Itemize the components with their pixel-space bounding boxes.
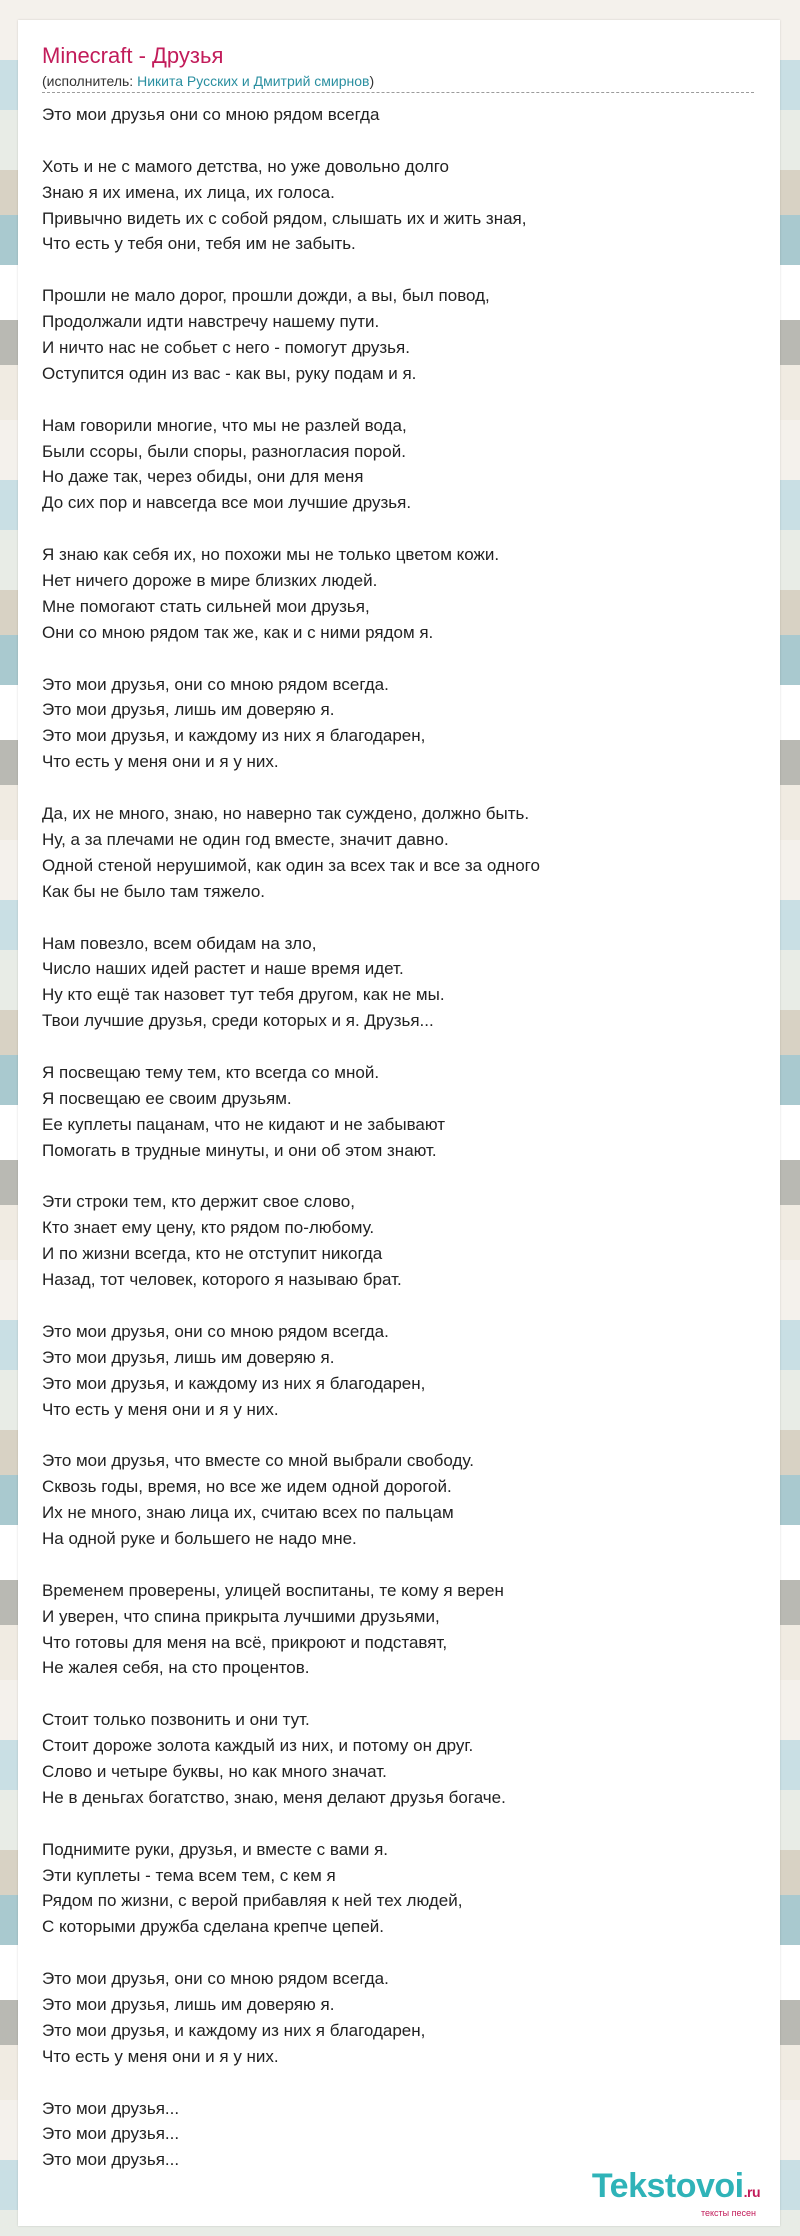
lyric-line: До сих пор и навсегда все мои лучшие друзья.: [42, 493, 412, 513]
lyrics-stanza: [42, 542, 754, 646]
lyric-line: Что есть у меня они и я у них.: [42, 2046, 279, 2066]
lyric-line: Это мои друзья, и каждому из них я благодарен,: [42, 2020, 426, 2040]
lyric-line: Это мои друзья, и каждому из них я благодарен,: [42, 1373, 426, 1393]
lyric-line: Были ссоры, были споры, разногласия порой.: [42, 441, 406, 461]
lyric-line: Это мои друзья...: [42, 2098, 180, 2118]
lyric-line: Хоть и не с мамого детства, но уже довольно долго: [42, 156, 449, 176]
lyric-line: Твои лучшие друзья, среди которых и я. Друзья...: [42, 1011, 434, 1031]
lyric-line: Это мои друзья, лишь им доверяю я.: [42, 1995, 335, 2015]
lyric-line: Ее куплеты пацанам, что не кидают и не забывают: [42, 1114, 446, 1134]
stanza-gap: [42, 646, 754, 672]
lyric-line: Это мои друзья, они со мною рядом всегда.: [42, 1969, 389, 1989]
stanza-gap: [42, 1034, 754, 1060]
stanza-gap: [42, 1164, 754, 1190]
lyric-line: Продолжали идти навстречу нашему пути.: [42, 312, 380, 332]
lyric-line: И ничто нас не собьет с него - помогут друзья.: [42, 338, 410, 358]
lyrics-stanza: [42, 154, 754, 258]
stanza-gap: [42, 775, 754, 801]
lyric-line: Кто знает ему цену, кто рядом по-любому.: [42, 1218, 375, 1238]
lyric-line: Что есть у меня они и я у них.: [42, 752, 279, 772]
lyric-line: Мне помогают стать сильней мои друзья,: [42, 596, 370, 616]
lyrics-stanza: [42, 413, 754, 517]
lyric-line: Это мои друзья, они со мною рядом всегда.: [42, 674, 389, 694]
stanza-gap: [42, 1552, 754, 1578]
lyrics-stanza: [42, 931, 754, 1035]
lyrics-stanza: [42, 801, 754, 905]
lyric-line: Знаю я их имена, их лица, их голоса.: [42, 182, 335, 202]
stanza-gap: [42, 1811, 754, 1837]
lyric-line: Я посвещаю тему тем, кто всегда со мной.: [42, 1062, 380, 1082]
lyric-line: Сквозь годы, время, но все же идем одной дорогой.: [42, 1477, 452, 1497]
lyric-line: Временем проверены, улицей воспитаны, те кому я верен: [42, 1580, 504, 1600]
lyric-line: Что есть у тебя они, тебя им не забыть.: [42, 234, 356, 254]
lyric-line: Это мои друзья, что вместе со мной выбрали свободу.: [42, 1451, 474, 1471]
lyric-line: Стоит только позвонить и они тут.: [42, 1710, 310, 1730]
lyric-line: Слово и четыре буквы, но как много значат.: [42, 1762, 387, 1781]
lyric-line: Что готовы для меня на всё, прикроют и подставят,: [42, 1632, 448, 1652]
lyric-line: Это мои друзья, лишь им доверяю я.: [42, 1347, 335, 1367]
lyric-line: Стоит дороже золота каждый из них, и потому он друг.: [42, 1736, 474, 1756]
stanza-gap: [42, 905, 754, 931]
lyric-line: Число наших идей растет и наше время идет.: [42, 959, 404, 979]
lyrics-stanza: [42, 1060, 754, 1164]
site-logo[interactable]: [592, 2168, 760, 2218]
stanza-gap: [42, 257, 754, 283]
stanza-gap: [42, 1681, 754, 1707]
lyric-line: На одной руке и большего не надо мне.: [42, 1528, 357, 1548]
artist-line: [42, 72, 754, 93]
lyrics-stanza: [42, 283, 754, 387]
lyric-line: Это мои друзья, и каждому из них я благодарен,: [42, 726, 426, 746]
lyric-line: Это мои друзья...: [42, 2124, 180, 2144]
stanza-gap: [42, 1940, 754, 1966]
lyric-line: Одной стеной нерушимой, как один за всех так и все за одного: [42, 855, 540, 875]
lyrics-stanza: [42, 1189, 754, 1293]
lyric-line: Нам говорили многие, что мы не разлей вода,: [42, 415, 407, 435]
stanza-gap: [42, 1422, 754, 1448]
lyric-line: Это мои друзья, они со мною рядом всегда.: [42, 1321, 389, 1341]
logo-tld: .ru: [743, 2184, 760, 2200]
song-title: Minecraft - Друзья: [42, 43, 224, 68]
stanza-gap: [42, 1293, 754, 1319]
lyrics-stanza: [42, 1448, 754, 1552]
lyric-line: Они со мною рядом так же, как и с ними рядом я.: [42, 622, 434, 642]
lyric-line: Привычно видеть их с собой рядом, слышать их и жить зная,: [42, 208, 527, 228]
lyric-line: Это мои друзья, лишь им доверяю я.: [42, 700, 335, 720]
lyric-line: Но даже так, через обиды, они для меня: [42, 467, 364, 487]
lyric-line: Эти строки тем, кто держит свое слово,: [42, 1192, 355, 1212]
lyrics-stanza: [42, 1966, 754, 2070]
lyric-line: Как бы не было там тяжело.: [42, 881, 266, 901]
logo-name: Tekstovoi: [591, 2167, 744, 2205]
lyrics-stanza: [42, 1578, 754, 1682]
song-header: [42, 42, 754, 93]
lyric-line: Нам повезло, всем обидам на зло,: [42, 933, 317, 953]
lyric-line: Я знаю как себя их, но похожи мы не только цветом кожи.: [42, 545, 500, 565]
logo-tagline: тексты песен: [700, 2208, 756, 2218]
artist-prefix: (исполнитель:: [42, 73, 138, 89]
lyrics-sheet: [18, 20, 780, 2226]
lyric-line: Ну, а за плечами не один год вместе, значит давно.: [42, 829, 449, 849]
logo-wordmark: [592, 2168, 760, 2210]
lyric-line: Это мои друзья...: [42, 2150, 180, 2170]
lyric-line: Нет ничего дороже в мире близких людей.: [42, 571, 378, 591]
lyrics-stanza: [42, 2096, 754, 2174]
lyric-line: С которыми дружба сделана крепче цепей.: [42, 1917, 385, 1937]
lyric-line: Прошли не мало дорог, прошли дожди, а вы, был повод,: [42, 286, 490, 306]
lyrics-stanza: [42, 672, 754, 776]
lyric-line: Помогать в трудные минуты, и они об этом знают.: [42, 1140, 437, 1160]
lyric-line: Их не много, знаю лица их, считаю всех по пальцам: [42, 1503, 454, 1523]
lyric-line: И по жизни всегда, кто не отступит никогда: [42, 1244, 383, 1264]
lyric-line: Поднимите руки, друзья, и вместе с вами я.: [42, 1839, 389, 1859]
stanza-gap: [42, 128, 754, 154]
artist-link[interactable]: Никита Русских и Дмитрий смирнов: [137, 73, 370, 89]
lyric-line: Не в деньгах богатство, знаю, меня делают друзья богаче.: [42, 1787, 506, 1807]
stanza-gap: [42, 2070, 754, 2096]
stanza-gap: [42, 387, 754, 413]
lyric-line: Что есть у меня они и я у них.: [42, 1399, 279, 1419]
lyric-line: Назад, тот человек, которого я называю брат.: [42, 1270, 402, 1290]
lyrics-stanza: [42, 102, 754, 128]
lyric-line: Это мои друзья они со мною рядом всегда: [42, 105, 380, 124]
lyric-line: Эти куплеты - тема всем тем, с кем я: [42, 1865, 336, 1885]
lyric-line: Да, их не много, знаю, но наверно так суждено, должно быть.: [42, 804, 530, 824]
lyrics-body: [42, 102, 754, 2173]
lyric-line: Не жалея себя, на сто процентов.: [42, 1658, 310, 1678]
lyrics-stanza: [42, 1319, 754, 1423]
lyric-line: Оступится один из вас - как вы, руку подам и я.: [42, 363, 417, 383]
stanza-gap: [42, 516, 754, 542]
artist-suffix: ): [369, 73, 375, 89]
lyric-line: Рядом по жизни, с верой прибавляя к ней тех людей,: [42, 1891, 463, 1911]
lyric-line: И уверен, что спина прикрыта лучшими друзьями,: [42, 1606, 440, 1626]
lyric-line: Ну кто ещё так назовет тут тебя другом, как не мы.: [42, 985, 445, 1005]
lyrics-stanza: [42, 1837, 754, 1941]
lyrics-stanza: [42, 1707, 754, 1811]
lyric-line: Я посвещаю ее своим друзьям.: [42, 1088, 292, 1108]
